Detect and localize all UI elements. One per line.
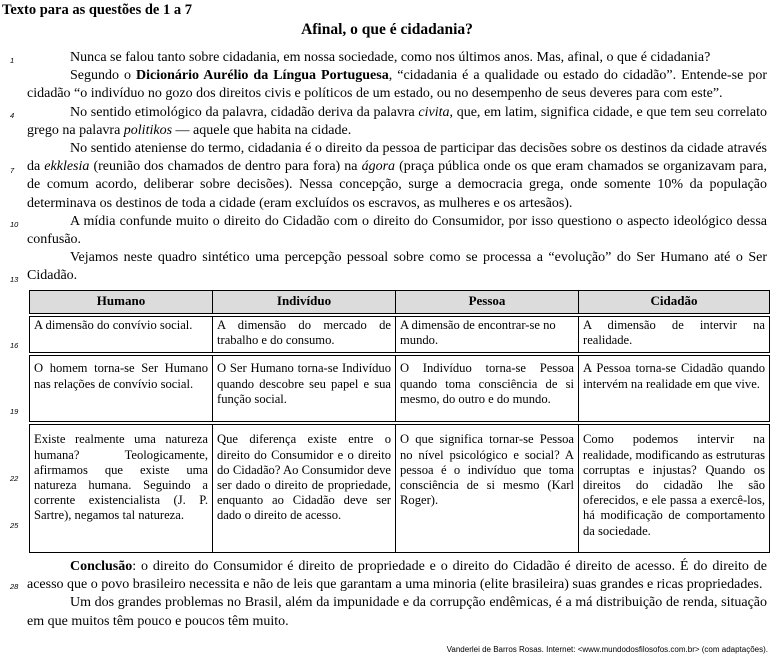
dictionary-name: Dicionário Aurélio da Língua Portuguesa xyxy=(136,68,389,84)
table-cell: O Ser Humano torna-se Indivíduo quando descobre seu papel e sua função social. xyxy=(213,356,396,422)
paragraph: A mídia confunde muito o direito do Cidadão com o direito do Consumidor, por isso questiono o aspecto ideológico dessa confusão. xyxy=(27,213,767,248)
line-number: 22 xyxy=(10,474,19,483)
source-credit: Vanderlei de Barros Rosas. Internet: <www.mundodosfilosofos.com.br> (com adaptações). xyxy=(446,645,768,654)
table-cell: A dimensão do convívio social. xyxy=(30,317,213,353)
section-header: Texto para as questões de 1 a 7 xyxy=(2,2,192,18)
paragraph: No sentido ateniense do termo, cidadania é o direito da pessoa de participar das decisões sobre os destinos da cidade através da ekklesia (reunião dos chamados de dentro para fora) na ágora (praça pública onde os que eram chamados se organizavam para, de comum acordo, deliberar sobre decisões). Nessa concepção, surge a democracia grega, onde somente 10% da população determinava os destinos de toda a cidade (eram excluídos os escravos, as mulheres e os artesãos). xyxy=(27,141,767,211)
paragraph: No sentido etimológico da palavra, cidadão deriva da palavra civita, que, em latim, significa cidade, e que tem seu correlato grego na palavra politikos — aquele que habita na cidade. xyxy=(27,104,767,138)
table-cell: O Indivíduo torna-se Pessoa quando toma consciência de si mesmo, do outro e do mundo. xyxy=(396,356,579,422)
line-number: 4 xyxy=(10,111,15,120)
table-cell: A dimensão de intervir na realidade. xyxy=(579,317,770,353)
table-cell: Existe realmente uma natureza humana? Teologicamente, afirmamos que existe uma natureza humana. Seguindo a corrente existencialista (J. P. Sartre), negamos tal natureza. xyxy=(30,425,213,553)
paragraph: Nunca se falou tanto sobre cidadania, em nossa sociedade, como nos últimos anos. Mas, afinal, o que é cidadania? xyxy=(70,50,711,65)
table-row xyxy=(30,425,770,553)
header-cell: Humano xyxy=(30,291,213,314)
line-number: 10 xyxy=(10,220,19,229)
paragraph: Um dos grandes problemas no Brasil, além da impunidade e da corrupção endêmicas, é a má distribuição de renda, situação em que muitos têm pouco e poucos têm muito. xyxy=(27,595,767,629)
table-cell: A dimensão de encontrar-se no mundo. xyxy=(396,317,579,353)
header-cell: Cidadão xyxy=(579,291,770,314)
paragraph: Conclusão: o direito do Consumidor é direito de propriedade e o direito do Cidadão é direito de acesso. É do direito de acesso que o povo brasileiro necessita e não de leis que garantam a uma minoria (elite brasileira) suas grandes e ricas propriedades. xyxy=(27,559,767,593)
conclusion-label: Conclusão xyxy=(70,559,133,574)
paragraph: Segundo o Dicionário Aurélio da Língua Portuguesa, “cidadania é a qualidade ou estado do cidadão”. Entende-se por cidadão “o indivíduo no gozo dos direitos civis e políticos de um estado, ou no desempenho de seus deveres para com este”. xyxy=(27,68,767,102)
conclusion-section xyxy=(27,558,767,631)
line-number: 28 xyxy=(10,582,19,591)
table-row xyxy=(30,317,770,353)
table-cell: O que significa tornar-se Pessoa no nível psicológico e social? A pessoa é o indivíduo que toma consciência de si mesmo (Karl Roger). xyxy=(396,425,579,553)
table-cell: A Pessoa torna-se Cidadão quando intervém na realidade em que vive. xyxy=(579,356,770,422)
table-cell: Como podemos intervir na realidade, modificando as estruturas corruptas e injustas? Quando os direitos do cidadão lhe são oferecidos, e ele passa a exercê-los, há modificação de comportamento da sociedade. xyxy=(579,425,770,553)
table-cell: A dimensão do mercado de trabalho e do consumo. xyxy=(213,317,396,353)
header-cell: Indivíduo xyxy=(213,291,396,314)
article-body xyxy=(27,49,767,286)
paragraph: Vejamos neste quadro sintético uma percepção pessoal sobre como se processa a “evolução” do Ser Humano até o Ser Cidadão. xyxy=(27,250,767,284)
line-number: 1 xyxy=(10,56,15,65)
line-number: 19 xyxy=(10,407,19,416)
line-number: 7 xyxy=(10,166,15,175)
table-cell: Que diferença existe entre o direito do Consumidor e o direito do Cidadão? Ao Consumidor deve ser dado o direito de propriedade, enquanto ao Cidadão deve ser dado o direito de acesso. xyxy=(213,425,396,553)
synthesis-table xyxy=(29,290,770,553)
header-cell: Pessoa xyxy=(396,291,579,314)
line-number: 25 xyxy=(10,521,19,530)
line-number: 16 xyxy=(10,341,19,350)
table-cell: O homem torna-se Ser Humano nas relações de convívio social. xyxy=(30,356,213,422)
table-header-row xyxy=(30,291,770,314)
table-row xyxy=(30,356,770,422)
article-title: Afinal, o que é cidadania? xyxy=(301,21,473,38)
line-number: 13 xyxy=(10,275,19,284)
